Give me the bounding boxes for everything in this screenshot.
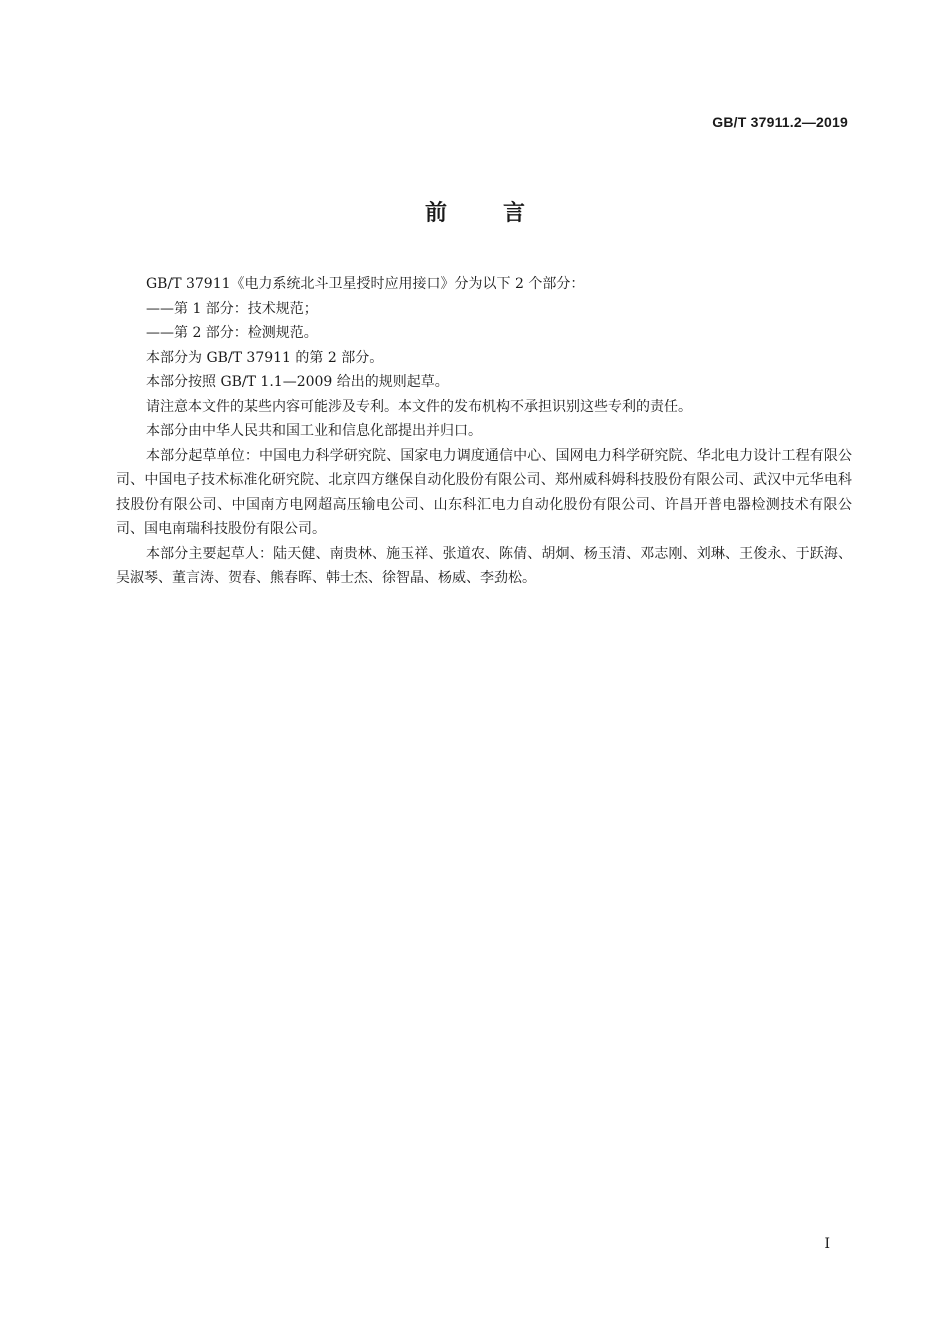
page-title: 前言: [424, 201, 581, 226]
paragraph-part-2: ——第 2 部分：检测规范。: [146, 325, 318, 341]
foreword-body: [116, 272, 852, 591]
paragraph-proposer: 本部分由中华人民共和国工业和信息化部提出并归口。: [146, 423, 482, 439]
paragraph-this-part: 本部分为 GB/T 37911 的第 2 部分。: [146, 349, 384, 366]
paragraph-parts-intro: GB/T 37911《电力系统北斗卫星授时应用接口》分为以下 2 个部分：: [146, 276, 585, 292]
paragraph-part-1: ——第 1 部分：技术规范；: [146, 300, 318, 317]
paragraph-drafters: 本部分主要起草人：陆天健、南贵林、施玉祥、张道农、陈倩、胡炯、杨玉清、邓志刚、刘琳、王俊永、于跃海、吴淑琴、董言涛、贺春、熊春晖、韩士杰、徐智晶、杨威、李劲松。: [116, 545, 852, 586]
standard-number: GB/T 37911.2—2019: [712, 114, 848, 130]
paragraph-drafting-units: 本部分起草单位：中国电力科学研究院、国家电力调度通信中心、国网电力科学研究院、华北电力设计工程有限公司、中国电子技术标准化研究院、北京四方继保自动化股份有限公司、郑州威科姆科技股份有限公司、武汉中元华电科技股份有限公司、中国南方电网超高压输电公司、山东科汇电力自动化股份有限公司、许昌开普电器检测技术有限公司、国电南瑞科技股份有限公司。: [116, 447, 852, 537]
page-number: I: [824, 1236, 830, 1252]
paragraph-patent-notice: 请注意本文件的某些内容可能涉及专利。本文件的发布机构不承担识别这些专利的责任。: [146, 398, 692, 415]
paragraph-drafting-rules: 本部分按照 GB/T 1.1—2009 给出的规则起草。: [146, 374, 449, 390]
